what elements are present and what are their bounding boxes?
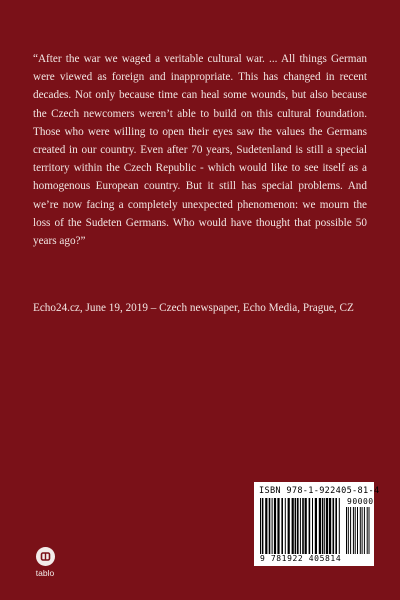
barcode-bar [326, 498, 328, 554]
barcode-bar [300, 498, 301, 554]
barcode-bar [260, 498, 261, 554]
isbn-label: ISBN 978-1-922405-81-4 [259, 486, 380, 496]
barcode-bar [324, 498, 325, 554]
barcode-bar [360, 507, 361, 554]
barcode-bar [274, 498, 276, 554]
barcode-bar [367, 507, 368, 554]
back-cover-quote: “After the war we waged a veritable cultural war. ... All things German were viewed as foreign and inappropriate. This has changed in recent decades. Not only because time can heal some wounds, but also because the Czech newcomers weren’t able to build on this cultural foundation. Those who were willing to open their eyes saw the values the Germans created in our country. Even after 70 years, Sudetenland is still a special territory within the Czech Republic - which would like to see itself as a homogenous European country. But it still has special problems. And we’re now facing a completely unexpected phenomenon: we mourn the loss of the Sudeten Germans. Who would have thought that possible 50 years ago?” [33, 53, 367, 248]
barcode-bar [295, 498, 297, 554]
isbn-barcode [254, 482, 380, 566]
barcode-bar [357, 507, 358, 554]
barcode-bar [333, 498, 335, 554]
barcode-bar [272, 498, 273, 554]
barcode-bar [302, 498, 304, 554]
quote-source: Echo24.cz, June 19, 2019 – Czech newspaper, Echo Media, Prague, CZ [33, 302, 354, 314]
barcode-bar [369, 507, 370, 554]
barcode-bar [292, 498, 294, 554]
barcode-bar [269, 498, 271, 554]
barcode-bar [364, 507, 365, 554]
publisher-name: tablo [35, 568, 55, 578]
barcode-bar [335, 498, 337, 554]
barcode-bar [346, 507, 347, 554]
barcode-bar [285, 498, 286, 554]
barcode-bar [277, 498, 279, 554]
barcode-bar [350, 507, 351, 554]
addon-barcode-bars [346, 507, 370, 554]
barcode-bar [262, 498, 264, 554]
barcode-bar [322, 498, 324, 554]
barcode-bar [312, 498, 313, 554]
barcode-bar [362, 507, 363, 554]
barcode-bar [288, 498, 290, 554]
barcode-digits: 9 781922 405814 [260, 554, 342, 563]
barcode-bar [329, 498, 331, 554]
barcode-bar [353, 507, 354, 554]
barcode-bar [315, 498, 317, 554]
ean-barcode-bars [260, 498, 342, 554]
barcode-bar [339, 498, 340, 554]
barcode-bar [297, 498, 299, 554]
barcode-bar [355, 507, 356, 554]
tablo-logo-icon [36, 547, 55, 566]
publisher-logo [28, 547, 62, 578]
barcode-bar [305, 498, 307, 554]
barcode-bar [265, 498, 267, 554]
barcode-bar [319, 498, 321, 554]
barcode-bar [309, 498, 311, 554]
barcode-bar [281, 498, 283, 554]
price-addon-digits: 90000 [347, 497, 374, 506]
barcode-bar [348, 507, 349, 554]
